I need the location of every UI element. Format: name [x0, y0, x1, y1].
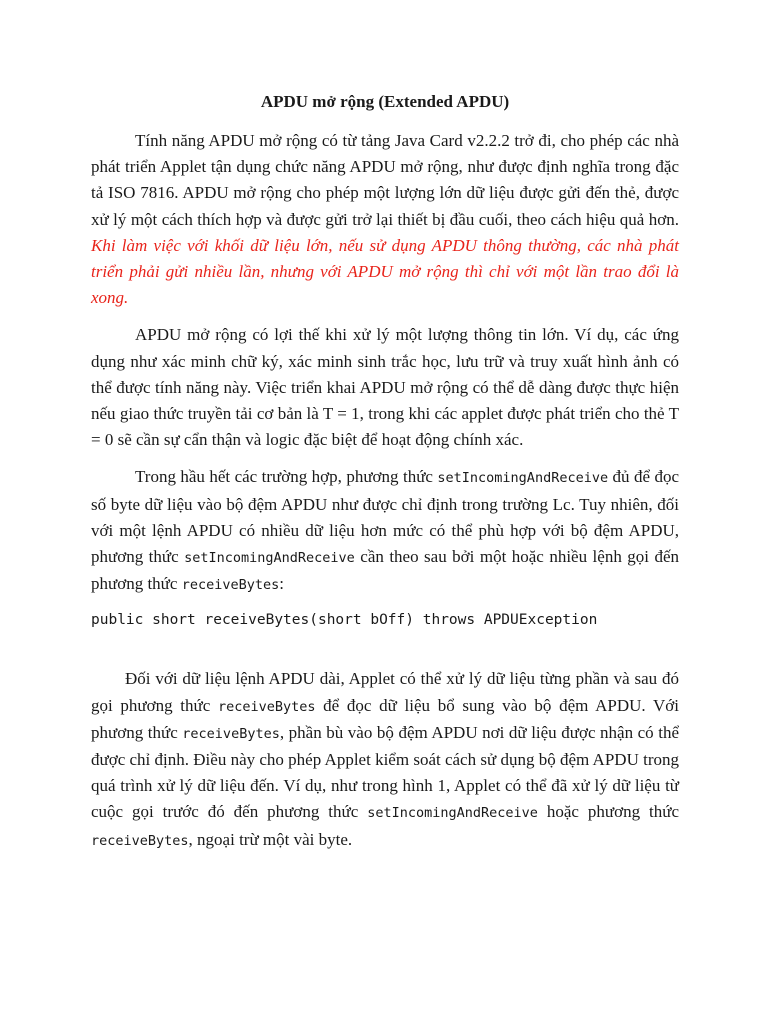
highlighted-note: Khi làm việc với khối dữ liệu lớn, nếu sử dụng APDU thông thường, các nhà phát triển phải gửi nhiều lần, nhưng với APDU mở rộng thì chỉ với một lần trao đổi là xong.: [91, 235, 679, 308]
paragraph-text: hoặc phương thức: [537, 802, 680, 822]
inline-code: receiveBytes: [217, 698, 316, 715]
paragraph-text: đủ để đọc số byte dữ liệu vào bộ đệm APDU như được chỉ định trong trường Lc. Tuy nhiên, đối với một lệnh APDU có nhiều dữ liệu hơn mức có thể phù hợp với bộ đệm APDU, phương thức: [91, 467, 679, 567]
inline-code: setIncomingAndReceive: [437, 470, 609, 487]
inline-code: receiveBytes: [182, 725, 280, 742]
paragraph-long-data: [91, 666, 679, 853]
paragraph-intro-text: Tính năng APDU mở rộng có từ tảng Java Card v2.2.2 trở đi, cho phép các nhà phát triển Applet tận dụng chức năng APDU mở rộng, như được định nghĩa trong đặc tả ISO 7816. APDU mở rộng cho phép một lượng lớn dữ liệu được gửi đến thẻ, được xử lý một cách thích hợp và được gửi trở lại thiết bị đầu cuối, theo cách hiệu quả hơn.: [91, 131, 679, 229]
paragraph-text: để đọc dữ liệu bổ sung vào bộ đệm APDU. Với phương thức: [91, 695, 679, 742]
paragraph-receive-methods: [91, 464, 679, 598]
paragraph-text: Trong hầu hết các trường hợp, phương thức: [135, 467, 438, 487]
document-page: [91, 92, 679, 865]
paragraph-text: Đối với dữ liệu lệnh APDU dài, Applet có thể xử lý dữ liệu từng phần và sau đó gọi phương thức: [91, 669, 679, 715]
paragraph-advantages: APDU mở rộng có lợi thế khi xử lý một lượng thông tin lớn. Ví dụ, các ứng dụng như xác minh chữ ký, xác minh sinh trắc học, lưu trữ và truy xuất hình ảnh có thể được tính năng này. Việc triển khai APDU mở rộng có thể dễ dàng được thực hiện nếu giao thức truyền tải cơ bản là T = 1, trong khi các applet được phát triển cho thẻ T = 0 sẽ cần sự cẩn thận và logic đặc biệt để hoạt động chính xác.: [91, 325, 679, 450]
inline-code: setIncomingAndReceive: [184, 550, 355, 567]
code-signature: public short receiveBytes(short bOff) throws APDUException: [91, 612, 598, 629]
inline-code: setIncomingAndReceive: [367, 805, 538, 822]
paragraph-text: , phần bù vào bộ đệm APDU nơi dữ liệu được nhận có thể được chỉ định. Điều này cho phép Applet kiểm soát cách sử dụng bộ đệm APDU trong quá trình xử lý dữ liệu đến. Ví dụ, như trong hình 1, Applet có thể đã xử lý dữ liệu từ cuộc gọi trước đó đến phương thức: [91, 722, 680, 822]
inline-code: receiveBytes: [181, 577, 280, 594]
paragraph-text: :: [279, 574, 284, 594]
paragraph-intro: [91, 128, 679, 311]
paragraph-text: , ngoại trừ một vài byte.: [188, 829, 353, 849]
inline-code: receiveBytes: [91, 832, 189, 849]
document-title: APDU mở rộng (Extended APDU): [260, 92, 510, 111]
paragraph-text: cần theo sau bởi một hoặc nhiều lệnh gọi đến phương thức: [91, 547, 680, 594]
